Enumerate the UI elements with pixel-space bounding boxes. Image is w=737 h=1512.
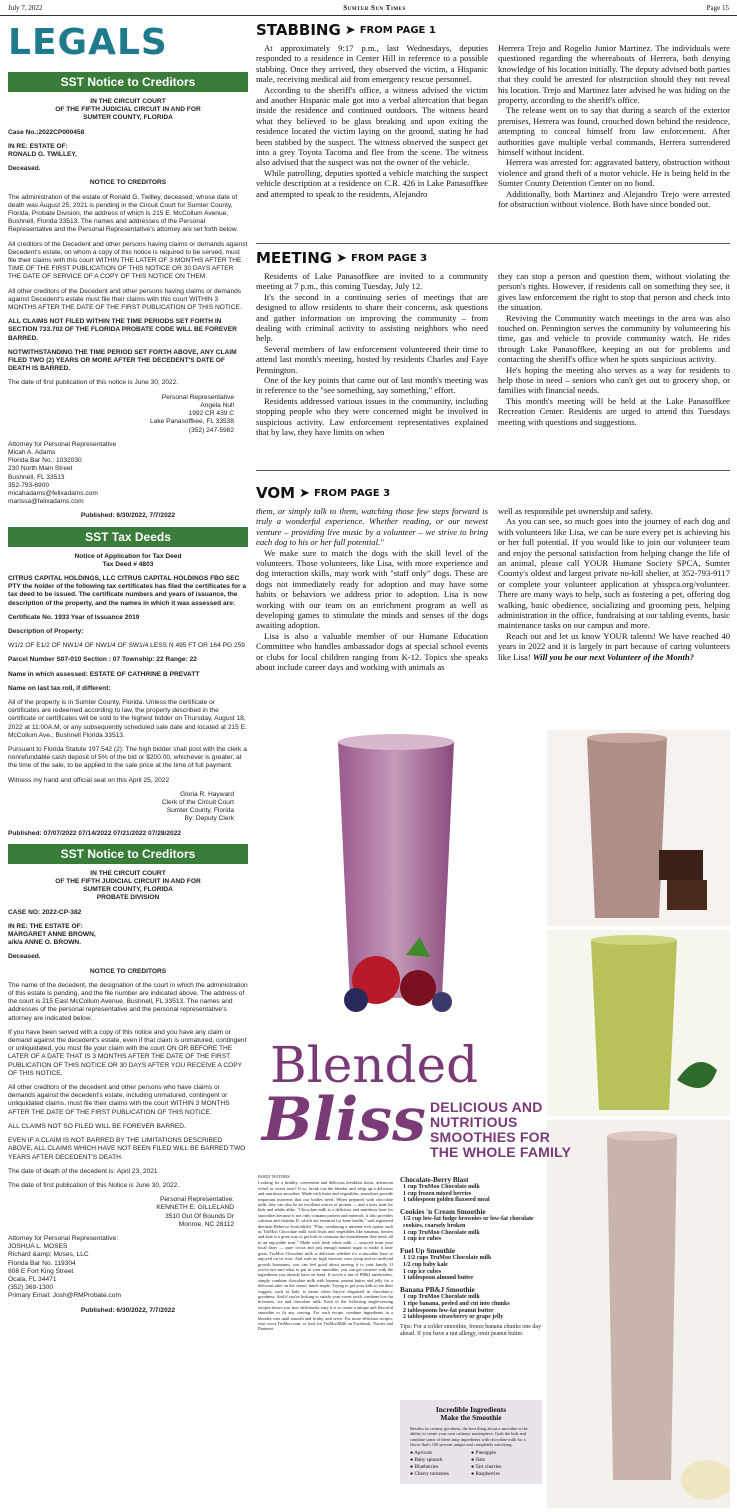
notice-paragraph: The name of the decedent, the designation of the court in which the administration of this estate is pending, and the file number are indicated above. The address of the court is 215 East McCollum Avenue, Bushnell, FL 33513. The names and addresses of the personal representative and the personal representative's attorney are indicated below.	[8, 981, 248, 1022]
notice-title: NOTICE TO CREDITORS	[89, 179, 167, 187]
header-page: Page 15	[706, 3, 729, 12]
recipe-ingredient: 1 cup TruMoo Chocolate milk	[403, 1293, 480, 1300]
green-smoothie-photo	[547, 930, 730, 1116]
paragraph: Reviving the Community watch meetings in the area was also touched on. Pennington serves the community by volunteering his time, gas and vehicle to provide community watch. He rides through Lake Panasoffkee, keeping an out for problems and contacting the sheriff's office when he spots suspicious activity.	[498, 312, 730, 365]
parcel-line: Parcel Number S07-010 Section : 07 Township: 22 Range: 22	[8, 656, 197, 664]
stabbing-article	[256, 22, 730, 210]
ingredient-item: ● Baby spinach	[410, 1457, 443, 1464]
divider	[256, 243, 730, 244]
notice-paragraph: The administration of the estate of Ronald G. Twilley, deceased, whose date of death was August 25, 2021 is pending in the Circuit Court for Sumter County, Florida, Probate Division, the address of which is 215 E. McCollum Avenue, Bushnell, Florida 33513. The names and addresses of the Personal Representative and the Personal Representative's attorney are set forth below.	[8, 193, 238, 234]
notice-paragraph: ALL CLAIMS NOT SO FILED WILL BE FOREVER BARRED.	[8, 1122, 186, 1130]
chocolate-smoothie-photo	[547, 730, 730, 926]
clerk-signature: Gloria R. Hayward Clerk of the Circuit Court Sumter County, Florida By: Deputy Clerk	[161, 790, 234, 823]
paragraph: they can stop a person and question them, without violating the person's rights. However, if residents call on something they see, it gives law enforcement the right to stop that person and check into the situation.	[498, 271, 730, 313]
personal-rep: Personal Representative Angela Null 1992 CR 439 C Lake Panasoffkee, FL 33538 (352) 247-5982	[150, 393, 234, 434]
head-word: VOM	[256, 484, 296, 502]
notice-paragraph: The date of first publication of this Notice is June 30, 2022.	[8, 1181, 180, 1189]
paragraph: One of the key points that came out of last month's meeting was in reference to the "see something, say something," effort.	[256, 375, 488, 396]
notice-paragraph: All of the property is in Sumter County, Florida. Unless the certificate or certificates are redeemed according to law, the property described in the certificate or certificates will be sold to the highest bidder on Thursday, August 18, 2022 at 11:00A.M, or any subsequently scheduled sale date and located at 215 E. McCollum Ave., Bushnell Florida 33513.	[8, 698, 247, 739]
recipe-ingredient: 1 cup ice cubes	[403, 1268, 442, 1275]
recipe-title: Cookies 'n Cream Smoothie	[400, 1208, 486, 1217]
article-head	[256, 485, 730, 502]
header-date: July 7, 2022	[8, 3, 43, 12]
notice-paragraph: All other creditors of the Decedent and other persons having claims or demands against Decedent's estate must file their claims with this court WITHIN 3 MONTHS AFTER THE DATE OF THE FIRST PUBLICATION OF THIS NOTICE.	[8, 287, 242, 312]
estate-name: IN RE: THE ESTATE OF: MARGARET ANNE BROWN, a/k/a ANNE O. BROWN.	[8, 922, 96, 947]
ingredient-item: ● Raspberries	[471, 1471, 500, 1478]
vom-article	[256, 485, 730, 673]
recipe-ingredient: 1 cup frozen mixed berries	[403, 1190, 472, 1197]
paragraph: According to the sheriff's office, a witness advised the victim and another Hispanic male got into a verbal altercation that began inside the residence and continued outdoors. The witness heard what they believed to be glass breaking and upon exiting the residence located the victim laying on the ground, stating he had been stabbed by the suspect. The witness observed the suspect get into a grey Toyota Tacoma and flee from the scene. The witness also advised that the suspect was not the owner of the vehicle.	[256, 84, 488, 168]
certificate-line: Certificate No. 1933 Year of Issuance 2019	[8, 613, 140, 621]
paragraph: Additionally, both Martinez and Alejandro Trejo were arrested for obstruction without violence. Both have since bonded out.	[498, 188, 730, 210]
notice-tax-deed	[8, 553, 248, 838]
header-paper: Sumter Sun Times	[343, 3, 406, 12]
article-head	[256, 22, 730, 39]
notice-title: NOTICE TO CREDITORS	[89, 967, 167, 975]
court-heading: IN THE CIRCUIT COURT OF THE FIFTH JUDICIAL CIRCUIT IN AND FOR SUMTER COUNTY, FLORIDA PROBATE DIVISION	[55, 869, 201, 902]
arrow-right-icon: ➤	[344, 23, 356, 38]
notice-paragraph: Pursuant to Florida Statute 197.542 (2): The high bidder shall post with the clerk a nonrefundable cash deposit of 5% of the bid or $200.00, whichever is greater, at the time of the sale, to be applied to the sale price at the time of full payment.	[8, 745, 247, 770]
closing-question: Will you be our next Volunteer of the Month?	[532, 651, 694, 662]
ingredient-item: ● Pineapple	[471, 1450, 496, 1457]
paragraph: We make sure to match the dogs with the skill level of the volunteers. Those volunteers, like Lisa, with more experience and dog interaction skills, may work with "staff only" dogs. These are dogs not immediately ready for adoption and may have some habits or behaviors we address prior to adoption. Lisa is now working with our team on an enrichment program as well as developing games to stimulate the minds and senses of the dogs awaiting adoption.	[256, 547, 488, 631]
recipe-ingredient: 1 ripe banana, peeled and cut into chunks	[403, 1300, 510, 1307]
tax-deed-title: Notice of Application for Tax Deed Tax Deed # 4803	[74, 552, 182, 568]
creditors-bar: SST Notice to Creditors	[8, 72, 248, 92]
estate-name: IN RE: ESTATE OF: RONALD G. TWILLEY,	[8, 142, 77, 159]
notice-creditors-1	[8, 98, 248, 521]
recipe-ingredient: 1 cup TruMoo Chocolate milk	[403, 1229, 480, 1236]
recipe-ingredient: 2 tablespoons strawberry or grape jelly	[403, 1314, 504, 1321]
attorney-info: Attorney for Personal Representative Micah A. Adams Florida Bar No.: 1032030 230 North Main Street Bushnell, FL 33513 352-793-6900 micahadams@felixadams.com marissa@felixadams.com	[8, 440, 117, 506]
from-page: FROM PAGE 3	[351, 253, 428, 264]
recipe-ingredient: 1 cup ice cubes	[403, 1236, 442, 1243]
published-line: Published: 6/30/2022, 7/7/2022	[80, 512, 176, 520]
page-header	[0, 0, 737, 16]
divider	[256, 470, 730, 471]
deceased-label: Deceased.	[8, 953, 41, 961]
tax-deeds-bar: SST Tax Deeds	[8, 527, 248, 547]
from-page: FROM PAGE 1	[359, 25, 436, 36]
paragraph	[498, 631, 730, 662]
assessed-name: Name in which assessed: ESTATE OF CATHRINE B PREVATT	[8, 670, 200, 678]
ingredient-item: ● Tart cherries	[471, 1464, 502, 1471]
description-text: W1/2 OF E1/2 OF NW1/4 OF NW1/4 OF SW1/4 LESS N 495 FT OR 164 PG 259	[8, 642, 245, 650]
ingredient-item: ● Oats	[471, 1457, 485, 1464]
blended-title: Blended	[270, 1036, 479, 1094]
legals-title: LEGALS	[8, 22, 168, 63]
notice-creditors-2	[8, 870, 248, 1315]
berry-smoothie-photo	[256, 730, 538, 1028]
recipe-ingredient: 1/2 cup low-fat fudge brownies or low-fat chocolate cookies, coarsely broken	[403, 1215, 534, 1229]
article-head	[256, 250, 730, 267]
notice-paragraph: EVEN IF A CLAIM IS NOT BARRED BY THE LIMITATIONS DESCRIBED ABOVE, ALL CLAIMS WHICH HAVE NOT BEEN FILED WILL BE BARRED TWO YEARS AFTER DECEDENT'S DEATH.	[8, 1137, 246, 1161]
notice-paragraph: If you have been served with a copy of this notice and you have any claim or demand against the decedent's estate, even if that claim is unmatured, contingent or unliquidated, you must file your claim with the court ON OR BEFORE THE LATER OF A DATE THAT IS 3 MONTHS AFTER THE DATE OF THE FIRST PUBLICATION OF THIS NOTICE OR 30 DAYS AFTER YOU RECEIVE A COPY OF THIS NOTICE.	[8, 1028, 247, 1077]
paragraph: It's the second in a continuing series of meetings that are designed to allow residents to share their concerns, ask questions and gather information on improving the community – from dealing with criminal activity to assisting neighbors who need help.	[256, 291, 488, 344]
paragraph: As you can see, so much goes into the journey of each dog and with volunteers like Lisa, we can be sure every pet is achieving his or her full potential. If you would like to join our volunteer team and enjoy the personal satisfaction from helping change the life of an animal, please call YOUR Humane Society SPCA, Sumter County's oldest and largest private no-kill shelter, at 352-793-9117 or complete your volunteer application at yhsspca.org/volunteer. There are many ways to help, such as fostering a pet, offering dog walking, basic obedience, socializing and grooming pets, helping administration in the office, fundraising at our tabling events, basic maintenance tasks on our campus and more.	[498, 516, 730, 631]
paragraph: Lisa is also a valuable member of our Humane Education Committee who handles ambassador dogs at special school events or clubs for local children ranging from K-12. Topics she speaks about include career days and working with animals as	[256, 630, 488, 673]
last-roll-name: Name on last tax roll, if different:	[8, 684, 111, 692]
notice-paragraph: Witness my hand and official seal on this April 25, 2022	[8, 776, 170, 784]
ingredient-item: ● Apricots	[410, 1450, 433, 1457]
from-page: FROM PAGE 3	[313, 488, 391, 499]
blended-body	[258, 1175, 393, 1332]
published-line: Published: 07/07/2022 07/14/2022 07/21/2022 07/28/2022	[8, 829, 182, 837]
recipe	[400, 1209, 542, 1243]
recipe-ingredient: 2 tablespoons low-fat peanut butter	[403, 1307, 494, 1314]
paragraph: At approximately 9:17 p.m., last Wednesdays, deputies responded to a residence in Center Hill in reference to a possible stabbing. Once they arrived, they observed the victim, a Hispanic male, receiving medical aid from emergency rescue personnel.	[256, 43, 488, 85]
recipe	[400, 1287, 542, 1321]
legals-column	[8, 20, 248, 1321]
recipe-ingredient: 1 tablespoon golden flaxseed meal	[403, 1197, 490, 1204]
notice-paragraph: ALL CLAIMS NOT FILED WITHIN THE TIME PERIODS SET FORTH IN SECTION 733.702 OF THE FLORIDA PROBATE CODE WILL BE FOREVER BARRED.	[8, 318, 237, 342]
recipe-title: Banana PB&J Smoothie	[400, 1286, 475, 1295]
paragraph: well as responsible pet ownership and safety.	[498, 506, 653, 516]
closing-text: Reach out and let us know YOUR talents! We have reached 40 years in 2022 and it is largely in part because of caring volunteers like Lisa!	[498, 630, 730, 662]
deceased-label: Deceased.	[8, 165, 41, 173]
recipe-ingredient: 1 1/2 cups TruMoo Chocolate milk	[403, 1254, 492, 1261]
recipe-ingredient: 1 cup TruMoo Chocolate milk	[403, 1183, 480, 1190]
recipe-title: Chocolate-Berry Blast	[400, 1176, 469, 1184]
paragraph: Residents of Lake Panasoffkee are invited to a community meeting at 7 p.m., this coming Tuesday, July 12.	[256, 271, 488, 292]
arrow-right-icon: ➤	[299, 486, 310, 501]
ingredients-box	[400, 1400, 542, 1484]
case-number: Case No.:2022CP000458	[8, 128, 85, 136]
tips: Tips: For a colder smoothie, freeze banana chunks one day ahead. If you have a nut allergy, omit peanut butter.	[400, 1324, 542, 1337]
bliss-title: Bliss	[262, 1085, 426, 1155]
paragraph: This month's meeting will be held at the Lake Panasoffkee Recreation Center. Residents are urged to attend this Tuesdays meeting with questions and suggestions.	[498, 395, 730, 427]
recipe-list	[400, 1172, 542, 1338]
credit-line: FAMILY FEATURES	[258, 1175, 290, 1179]
blended-subtitle: DELICIOUS AND NUTRITIOUS SMOOTHIES FOR THE WHOLE FAMILY	[430, 1099, 572, 1160]
creditors-bar-2: SST Notice to Creditors	[8, 844, 248, 864]
personal-rep: Personal Representative: KENNETH E. GILLELAND 3510 Out Of Bounds Dr Monroe, NC 28112	[156, 1196, 234, 1228]
notice-paragraph: The date of death of the decedent is: April 23, 2021	[8, 1167, 158, 1175]
court-heading: IN THE CIRCUIT COURT OF THE FIFTH JUDICIAL CIRCUIT IN AND FOR SUMTER COUNTY, FLORIDA	[55, 98, 201, 122]
notice-paragraph: CITRUS CAPITAL HOLDINGS, LLC CITRUS CAPITAL HOLDINGS FBO SEC PTY the holder of the following tax certificates has filed the certificates for a tax deed to be issued. The certificate numbers and years of issuance, the description of the property, and the names in which it was assessed are:	[8, 574, 247, 607]
paragraph: Herrera Trejo and Rogelio Junior Martinez. The individuals were questioned regarding the whereabouts of Herrera, both denying knowledge of his location initially. The deputy advised both parties that they could be arrested for obstruction should they not reveal his location. Trejo and Martinez later advised he was hiding on the property, according to the sheriff's office.	[498, 43, 730, 106]
box-text: Besides its creamy goodness, the best thing about a smoothie is the ability to create your own culinary masterpiece. Grab the kids and combine some of these tasty ingredients with chocolate milk for a flavor that's 100 percent unique and completely satisfying.	[410, 1425, 528, 1448]
head-word: MEETING	[256, 249, 333, 267]
meeting-article	[256, 250, 730, 438]
banana-smoothie-photo	[547, 1120, 730, 1508]
ingredient-item: ● Cherry tomatoes	[410, 1471, 449, 1478]
notice-paragraph: NOTWITHSTANDING THE TIME PERIOD SET FORTH ABOVE, ANY CLAIM FILED TWO (2) YEARS OR MORE AFTER THE DECEDENT'S DATE OF DEATH IS BARRED.	[8, 348, 237, 373]
notice-paragraph: The date of first publication of this notice is June 30, 2022.	[8, 379, 179, 387]
recipe	[400, 1248, 542, 1282]
arrow-right-icon: ➤	[336, 251, 348, 266]
recipe	[400, 1177, 542, 1204]
paragraph: Residents addressed various issues in the community, including stopping people who they were concerned might be involved in suspicious activity. Law enforcement representatives explained that by law, they have limits on when	[256, 395, 488, 438]
published-line: Published: 6/30/2022, 7/7/2022	[80, 1306, 176, 1314]
recipe-title: Fuel Up Smoothie	[400, 1247, 456, 1256]
case-number: CASE NO: 2022-CP-382	[8, 908, 82, 916]
ingredient-grid	[410, 1450, 532, 1478]
head-word: STABBING	[256, 21, 341, 39]
recipe-ingredient: 1/2 cup baby kale	[403, 1261, 448, 1268]
blended-text: Looking for a healthy, convenient and delicious breakfast boost, afternoon refuel or sweet treat? If so, break out the blender and whip up a delicious and nutritious smoothie. Made with fruits and vegetables, smoothies provide important nutrients that our bodies need. When prepared with chocolate milk, they can also be an excellent source of protein — and a tasty treat for kids and adults alike. "Chocolate milk is a delicious and nutritious base for smoothies because it not only contains protein and minerals, it also provides calcium and vitamin D, which are essential for bone health," said registered dietitian Rebecca Scritchfield. "Plus, combining a nutrient-rich option such as TruMoo Chocolate milk with fruits and vegetables like bananas, berries and kale is a great way to get kids to consume the nourishment they need, all in an enjoyable treat." Made with fresh white milk — sourced from your local dairy — pure cocoa and just enough natural sugar to make it taste great, TruMoo Chocolate milk is delicious whether it's a smoothie base or enjoyed on its own. And with no high fructose corn syrup and no artificial growth hormones, you can feel good about serving it to your family. If you're not sure what to put in your smoothie, you can get creative with the ingredients you already have on hand. If you're a fan of PB&J sandwiches, simply combine chocolate milk with banana, peanut butter and jelly for a delicious take on the classic lunch staple. Trying to get your kids to eat their veggies, such as kale, is easier when they're disguised in chocolate-y goodness. And if you're looking to satisfy your sweet tooth, combine low-fat brownies, ice and chocolate milk. Each of the following single-serving recipes shows you how deliciously easy it is to create a unique and flavorful smoothie to fit any craving. For each recipe, combine ingredients in a blender, mix until smooth and frothy, and serve. For more delicious recipes, visit www.TruMoo.com, or look for TruMooMilk on Facebook, Twitter and Pinterest.	[258, 1180, 393, 1332]
attorney-info: Attorney for Personal Representative: JOSHUA L. MOSES Richard &amp; Moses, LLC Florida Bar No. 119304 808 E Fort King Street Ocala, FL 34471 (352) 369-1300 Primary Email: Josh@RMProbate.com	[8, 1234, 121, 1300]
recipe-ingredient: 1 tablespoon almond butter	[403, 1275, 474, 1282]
paragraph: Several members of law enforcement volunteered their time to attend last month's meeting, hosted by residents Charles and Faye Pennington.	[256, 343, 488, 375]
description-title: Description of Property:	[8, 627, 84, 635]
paragraph: He's hoping the meeting also serves as a way for residents to help those in need – seniors who can't get out to grocery shop, or families with financial needs.	[498, 364, 730, 396]
paragraph: Herrera was arrested for: aggravated battery, obstruction without violence and grand theft of a motor vehicle. He is being held in the Sumter County Detention Center on no bond.	[498, 157, 730, 189]
notice-paragraph: All other creditors of the decedent and other persons who have claims or demands against the decedent's estate, including unmatured, contingent or unliquidated claims, must file their claims with the court WITHIN 3 MONTHS AFTER THE DATE OF THE FIRST PUBLICATION OF THIS NOTICE.	[8, 1084, 230, 1116]
paragraph: While patrolling, deputies spotted a vehicle matching the suspect vehicle description at a residence on C.R. 426 in Lake Panasoffkee and attempted to speak to the residents, Alejandro	[256, 167, 488, 199]
notice-paragraph: All creditors of the Decedent and other persons having claims or demands against Decedent's estate, on whom a copy of this notice is required to be served, must file their claims with this court WITHIN THE LATER OF 3 MONTHS AFTER THE TIME OF THE FIRST PUBLICATION OF THIS NOTICE OR 30 DAYS AFTER THE DATE OF SERVICE OF A COPY OF THIS NOTICE ON THEM.	[8, 240, 248, 281]
box-title: Incredible Ingredients Make the Smoothie	[435, 1405, 507, 1423]
paragraph: The release went on to say that during a search of the exterior premises, Herrera was found, crouched down behind the residence, attempting to conceal himself from law enforcement. After authorities gave multiple verbal commands, Herrera surrendered himself without incident.	[498, 105, 730, 158]
ingredient-item: ● Blueberries	[410, 1464, 439, 1471]
paragraph: them, or simply talk to them, watching those few steps forward is truly a wonderful experience. Whether reading, or our newest venture – providing live music by a volunteer – we strive to bring each dog to his or her full potential."	[256, 506, 488, 548]
